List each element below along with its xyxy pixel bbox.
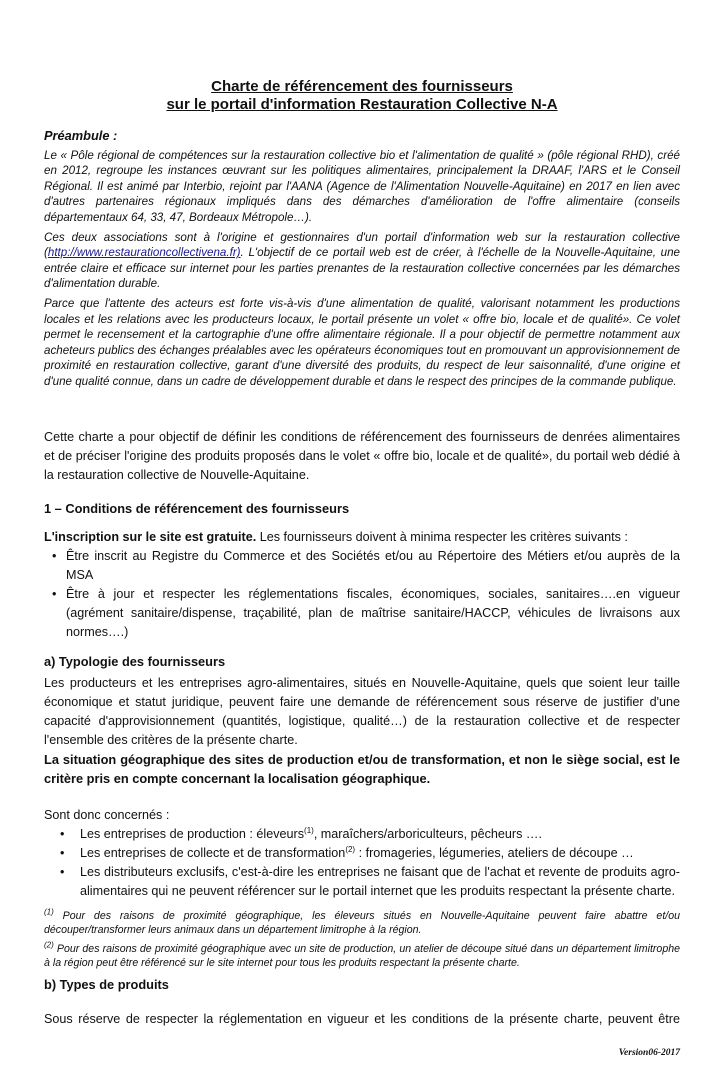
footnote-2 [44,939,680,971]
text: Les entreprises de collecte et de transformation [80,845,346,860]
preamble-heading: Préambule : [44,128,118,143]
text: : fromageries, légumeries, ateliers de découpe … [355,845,634,860]
section-a-paragraph: Les producteurs et les entreprises agro-alimentaires, situés en Nouvelle-Aquitaine, quels que soient leur taille économique et statut juridique, peuvent faire une demande de référencement sous réserve de justifier d'une capacité d'approvisionnement (quantités, logistique, qualité…) de la restauration collective et de respecter l'ensemble des critères de la présente charte. [44,675,680,747]
section-a-heading: a) Typologie des fournisseurs [44,653,226,669]
text: Pour des raisons de proximité géographique, les éleveurs situés en Nouvelle-Aquitaine peuvent faire abattre et/ou découper/transformer leurs animaux dans un département limitrophe à la région. [44,909,680,936]
criteria-list [44,547,680,642]
concerned-label: Sont donc concernés : [44,807,170,822]
section-a-bold-paragraph: La situation géographique des sites de production et/ou de transformation, et non le siège social, est le critère pris en compte concernant la localisation géographique. [44,751,680,786]
text: Pour des raisons de proximité géographique avec un site de production, un atelier de découpe situé dans un département limitrophe à la région peut être référencé sur le site internet pour tous les produits respectant la présente charte. [44,942,680,969]
text: . L'objectif de ce portail web est de créer, à l'échelle de la Nouvelle-Aquitaine, une entrée claire et efficace sur internet pour les parties prenantes de la restauration collective concernées par les démarches d'alimentation durable. [44,246,680,291]
section-b-heading: b) Types de produits [44,976,169,992]
footnote-mark: (1) [44,906,54,916]
footnote-1 [44,906,680,938]
footnote-ref: (2) [345,844,356,854]
text: , maraîchers/arboriculteurs, pêcheurs …. [313,826,542,841]
intro-paragraph: Cette charte a pour objectif de définir les conditions de référencement des fournisseurs de denrées alimentaires et de préciser l'origine des produits proposés dans le volet « offre bio, locale et de qualité», du portail web dédié à la restauration collective de Nouvelle-Aquitaine. [44,429,680,482]
text: Ces deux associations sont à l'origine et gestionnaires d'un portail d'information web sur la restauration collective ( [44,230,680,260]
footnote-ref: (1) [304,825,314,835]
section-b-paragraph: Sous réserve de respecter la réglementation en vigueur et les conditions de la présente charte, peuvent être [44,1011,680,1026]
list-item [44,844,680,863]
version-label: Version06-2017 [618,1047,680,1058]
footnote-mark: (2) [44,939,54,949]
portal-link[interactable]: http://www.restaurationcollectivena.fr) [47,246,241,260]
list-item [44,863,680,901]
preamble-paragraph-3: Parce que l'attente des acteurs est forte vis-à-vis d'une alimentation de qualité, valorisant notamment les productions locales et les relations avec les producteurs locaux, le portail présente un volet « offre bio, locale et de qualité». Ce volet permet le recensement et la cartographie d'une offre alimentaire régionale. Il a pour objectif de permettre notamment aux acheteurs publics des échanges préalables avec les opérateurs économiques tout en promouvant un approvisionnement de proximité en restauration collective, garant d'une diversité des produits, du respect de leur saisonnalité, d'une origine et d'une qualité connue, dans un cadre de développement durable et dans le respect des principes de la commande publique. [44,296,680,388]
text: Les fournisseurs doivent à minima respecter les critères suivants : [256,529,628,544]
free-registration: L'inscription sur le site est gratuite. [44,529,257,544]
text: Les distributeurs exclusifs, c'est-à-dire les entreprises ne faisant que de l'achat et revente de produits agro-alimentaires qui ne peuvent référencer sur le portail internet que les produits respectant la présente charte. [80,864,680,898]
list-item [44,825,680,844]
section-1-heading: 1 – Conditions de référencement des fournisseurs [44,500,350,516]
preamble-paragraph-1: Le « Pôle régional de compétences sur la restauration collective bio et l'alimentation de qualité » (pôle régional RHD), créé en 2012, regroupe les instances œuvrant sur les politiques alimentaires, principalement la DRAAF, l'ARS et le Conseil Régional. Il est animé par Interbio, rejoint par l'AANA (Agence de l'Alimentation Nouvelle-Aquitaine) en 2017 en lien avec d'autres partenaires régionaux impliqués dans des démarches d'amélioration de l'offre alimentaire (conseils départementaux 64, 33, 47, Bordeaux Métropole…). [44,148,680,224]
title-line-1: Charte de référencement des fournisseurs [211,78,513,95]
title-line-2: sur le portail d'information Restauration Collective N-A [166,96,558,113]
preamble-paragraph-2 [44,230,680,292]
section-1-lead [44,528,680,547]
concerned-list [44,825,680,901]
list-item: • Être inscrit au Registre du Commerce et des Sociétés et/ou au Répertoire des Métiers et/ou auprès de la MSA [44,547,680,585]
document-title [44,78,680,114]
text: Les entreprises de production : éleveurs [80,826,305,841]
list-item: • Être à jour et respecter les réglementations fiscales, économiques, sociales, sanitaires….en vigueur (agrément sanitaire/dispense, traçabilité, plan de maîtrise sanitaire/HACCP, véhicules de livraisons aux normes….) [44,585,680,642]
